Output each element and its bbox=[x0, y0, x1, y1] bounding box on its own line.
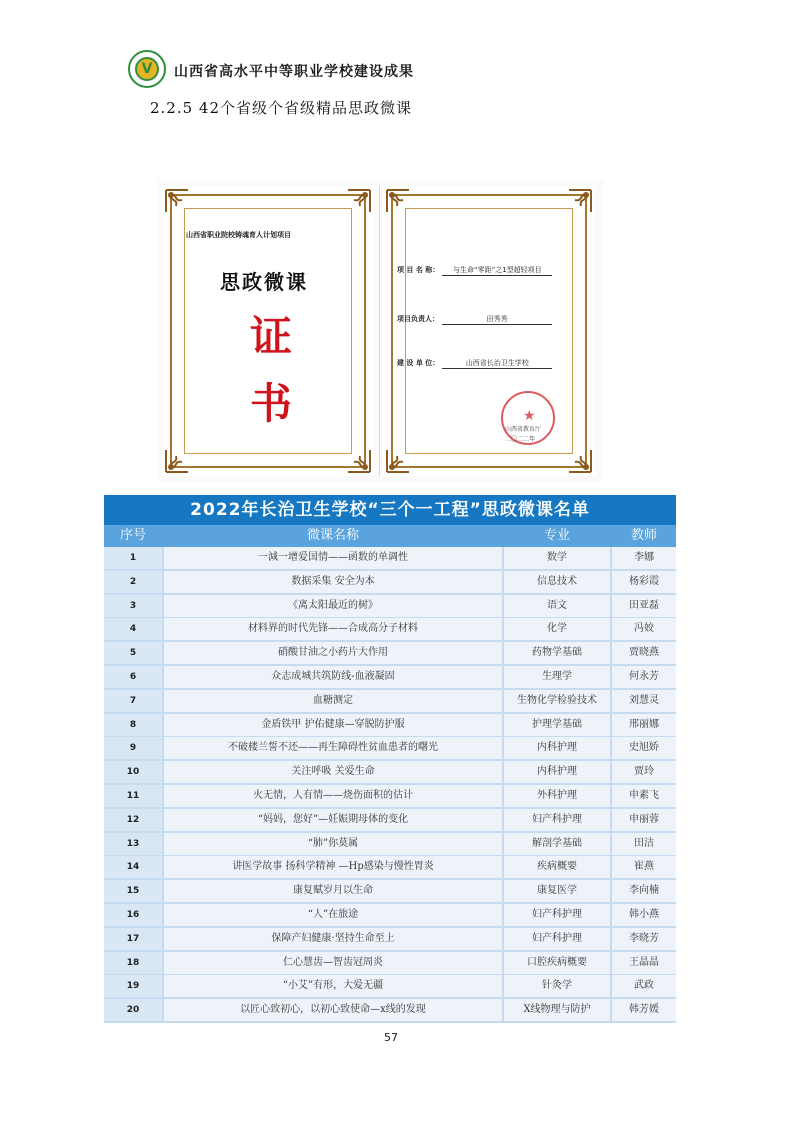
table-cell-idx: 11 bbox=[104, 785, 162, 807]
seal-label: 山西省教育厅 bbox=[505, 426, 542, 433]
table-cell-title: “小艾”有形，大爱无疆 bbox=[164, 975, 502, 997]
corner-ornament-icon bbox=[567, 448, 593, 474]
table-cell-idx: 9 bbox=[104, 737, 162, 759]
table-cell-idx: 16 bbox=[104, 904, 162, 926]
table-cell-teacher: 申素飞 bbox=[612, 785, 676, 807]
table-cell-idx: 8 bbox=[104, 714, 162, 736]
table-cell-major: X线物理与防护 bbox=[504, 999, 610, 1021]
table-cell-title: 保障产妇健康·坚持生命至上 bbox=[164, 928, 502, 950]
table-cell-teacher: 冯姣 bbox=[612, 618, 676, 640]
table-cell-major: 化学 bbox=[504, 618, 610, 640]
table-row bbox=[104, 856, 676, 878]
table-cell-title: 不破楼兰誓不还——再生障碍性贫血患者的曙光 bbox=[164, 737, 502, 759]
page-number: 57 bbox=[384, 1031, 398, 1044]
table-header bbox=[104, 525, 676, 547]
table-cell-teacher: 邢丽娜 bbox=[612, 714, 676, 736]
table-cell-teacher: 杨彩霞 bbox=[612, 571, 676, 593]
table-cell-teacher: 韩小燕 bbox=[612, 904, 676, 926]
table-cell-major: 康复医学 bbox=[504, 880, 610, 902]
table-cell-major: 外科护理 bbox=[504, 785, 610, 807]
table-row bbox=[104, 690, 676, 712]
table-row bbox=[104, 761, 676, 783]
table-row bbox=[104, 595, 676, 617]
table-cell-idx: 4 bbox=[104, 618, 162, 640]
table-body bbox=[104, 547, 676, 1023]
certificate-inner-page bbox=[383, 186, 595, 476]
table-row bbox=[104, 952, 676, 974]
table-row bbox=[104, 666, 676, 688]
table-row bbox=[104, 880, 676, 902]
header-title: 山西省高水平中等职业学校建设成果 bbox=[174, 64, 414, 80]
table-row bbox=[104, 618, 676, 640]
emblem-letter: V bbox=[135, 57, 159, 81]
table-cell-teacher: 武政 bbox=[612, 975, 676, 997]
table-cell-teacher: 李晓芳 bbox=[612, 928, 676, 950]
corner-ornament-icon bbox=[385, 448, 411, 474]
field-value: 与生命“零距”之1型超轻项目 bbox=[442, 265, 552, 276]
table-cell-idx: 3 bbox=[104, 595, 162, 617]
column-header: 微课名称 bbox=[306, 528, 359, 543]
table-cell-idx: 20 bbox=[104, 999, 162, 1021]
table-cell-major: 妇产科护理 bbox=[504, 904, 610, 926]
table-cell-title: 数据采集 安全为本 bbox=[164, 571, 502, 593]
table-cell-teacher: 田亚磊 bbox=[612, 595, 676, 617]
table-cell-major: 语文 bbox=[504, 595, 610, 617]
table-cell-major: 护理学基础 bbox=[504, 714, 610, 736]
field-value: 山西省长治卫生学校 bbox=[442, 358, 552, 369]
table-row bbox=[104, 737, 676, 759]
table-cell-major: 针灸学 bbox=[504, 975, 610, 997]
table-cell-title: 《离太阳最近的树》 bbox=[164, 595, 502, 617]
table-cell-teacher: 李娜 bbox=[612, 547, 676, 569]
table-cell-idx: 10 bbox=[104, 761, 162, 783]
table-cell-teacher: 史旭娇 bbox=[612, 737, 676, 759]
table-cell-teacher: 韩芳媛 bbox=[612, 999, 676, 1021]
table-cell-idx: 6 bbox=[104, 666, 162, 688]
corner-ornament-icon bbox=[567, 188, 593, 214]
table-cell-idx: 2 bbox=[104, 571, 162, 593]
table-cell-major: 解剖学基础 bbox=[504, 833, 610, 855]
corner-ornament-icon bbox=[164, 448, 190, 474]
certificate-photo bbox=[158, 180, 603, 482]
table-row bbox=[104, 571, 676, 593]
table-cell-major: 生理学 bbox=[504, 666, 610, 688]
course-list-table bbox=[104, 495, 676, 1023]
table-cell-title: 仁心慧齿—智齿冠周炎 bbox=[164, 952, 502, 974]
table-cell-title: 血糖测定 bbox=[164, 690, 502, 712]
table-cell-title: 硝酸甘油之小药片大作用 bbox=[164, 642, 502, 664]
table-cell-idx: 12 bbox=[104, 809, 162, 831]
table-cell-major: 内科护理 bbox=[504, 761, 610, 783]
table-row bbox=[104, 785, 676, 807]
table-cell-idx: 15 bbox=[104, 880, 162, 902]
certificate-type: 思政微课 bbox=[220, 270, 308, 294]
school-emblem-icon bbox=[128, 50, 166, 88]
decorative-frame bbox=[391, 194, 587, 468]
table-cell-title: 众志成城共筑防线-血液凝固 bbox=[164, 666, 502, 688]
table-cell-idx: 18 bbox=[104, 952, 162, 974]
project-leader-field bbox=[397, 314, 552, 325]
table-cell-teacher: 崔燕 bbox=[612, 856, 676, 878]
table-cell-teacher: 贾玲 bbox=[612, 761, 676, 783]
table-cell-major: 口腔疾病概要 bbox=[504, 952, 610, 974]
corner-ornament-icon bbox=[385, 188, 411, 214]
corner-ornament-icon bbox=[164, 188, 190, 214]
certificate-program: 山西省职业院校铸魂育人计划项目 bbox=[186, 231, 291, 239]
table-cell-idx: 19 bbox=[104, 975, 162, 997]
table-cell-title: “肺”你莫属 bbox=[164, 833, 502, 855]
table-cell-major: 生物化学检验技术 bbox=[504, 690, 610, 712]
table-cell-major: 信息技术 bbox=[504, 571, 610, 593]
certificate-big-char: 证 bbox=[250, 312, 293, 361]
table-cell-title: 一減一增爱国情——函数的单调性 bbox=[164, 547, 502, 569]
table-cell-title: 以匠心致初心，以初心致使命—x线的发现 bbox=[164, 999, 502, 1021]
table-cell-major: 内科护理 bbox=[504, 737, 610, 759]
table-cell-major: 药物学基础 bbox=[504, 642, 610, 664]
table-cell-title: 康复赋岁月以生命 bbox=[164, 880, 502, 902]
section-heading: 2.2.5 42个省级个省级精品思政微课 bbox=[150, 99, 413, 117]
table-cell-major: 疾病概要 bbox=[504, 856, 610, 878]
table-cell-title: 关注呼吸 关爱生命 bbox=[164, 761, 502, 783]
table-cell-title: “妈妈，您好”—妊娠期母体的变化 bbox=[164, 809, 502, 831]
table-cell-idx: 5 bbox=[104, 642, 162, 664]
table-cell-major: 妇产科护理 bbox=[504, 809, 610, 831]
certificate-cover-page bbox=[162, 186, 374, 476]
table-title: 2022年长治卫生学校“三个一工程”思政微课名单 bbox=[104, 495, 676, 525]
table-cell-title: “人”在旅途 bbox=[164, 904, 502, 926]
corner-ornament-icon bbox=[346, 448, 372, 474]
table-cell-teacher: 田洁 bbox=[612, 833, 676, 855]
column-header: 专业 bbox=[543, 528, 570, 543]
table-cell-teacher: 贾晓燕 bbox=[612, 642, 676, 664]
field-label: 项 目 名 称： bbox=[397, 266, 440, 274]
table-row bbox=[104, 999, 676, 1021]
table-cell-teacher: 王晶晶 bbox=[612, 952, 676, 974]
page-header bbox=[128, 48, 458, 92]
field-label: 建 设 单 位： bbox=[397, 359, 440, 367]
table-cell-major: 数学 bbox=[504, 547, 610, 569]
table-row bbox=[104, 833, 676, 855]
construction-unit-field bbox=[397, 358, 552, 369]
official-seal-icon: ★ bbox=[501, 391, 555, 445]
column-header: 教师 bbox=[630, 528, 657, 543]
table-row bbox=[104, 809, 676, 831]
certificate-big-char: 书 bbox=[250, 379, 293, 428]
table-cell-teacher: 申丽蓉 bbox=[612, 809, 676, 831]
certificate-fold bbox=[379, 186, 380, 476]
table-cell-idx: 7 bbox=[104, 690, 162, 712]
field-label: 项目负责人： bbox=[397, 315, 439, 323]
column-header: 序号 bbox=[119, 528, 146, 543]
table-row bbox=[104, 714, 676, 736]
table-cell-title: 火无情，人有情——烧伤面积的估计 bbox=[164, 785, 502, 807]
table-cell-idx: 17 bbox=[104, 928, 162, 950]
table-cell-title: 材料界的时代先锋——合成高分子材料 bbox=[164, 618, 502, 640]
table-cell-title: 金盾铁甲 护佑健康—穿脱防护服 bbox=[164, 714, 502, 736]
table-cell-idx: 1 bbox=[104, 547, 162, 569]
table-cell-teacher: 刘慧灵 bbox=[612, 690, 676, 712]
project-name-field bbox=[397, 265, 552, 276]
corner-ornament-icon bbox=[346, 188, 372, 214]
table-row bbox=[104, 928, 676, 950]
table-cell-title: 讲医学故事 扬科学精神 —Hp感染与慢性胃炎 bbox=[164, 856, 502, 878]
table-row bbox=[104, 975, 676, 997]
table-cell-idx: 14 bbox=[104, 856, 162, 878]
table-cell-idx: 13 bbox=[104, 833, 162, 855]
table-cell-teacher: 李向楠 bbox=[612, 880, 676, 902]
table-row bbox=[104, 547, 676, 569]
table-row bbox=[104, 642, 676, 664]
field-value: 田秀秀 bbox=[442, 314, 552, 325]
seal-date: 二〇二二年 bbox=[505, 436, 536, 443]
table-cell-major: 妇产科护理 bbox=[504, 928, 610, 950]
table-row bbox=[104, 904, 676, 926]
table-cell-teacher: 何永芳 bbox=[612, 666, 676, 688]
